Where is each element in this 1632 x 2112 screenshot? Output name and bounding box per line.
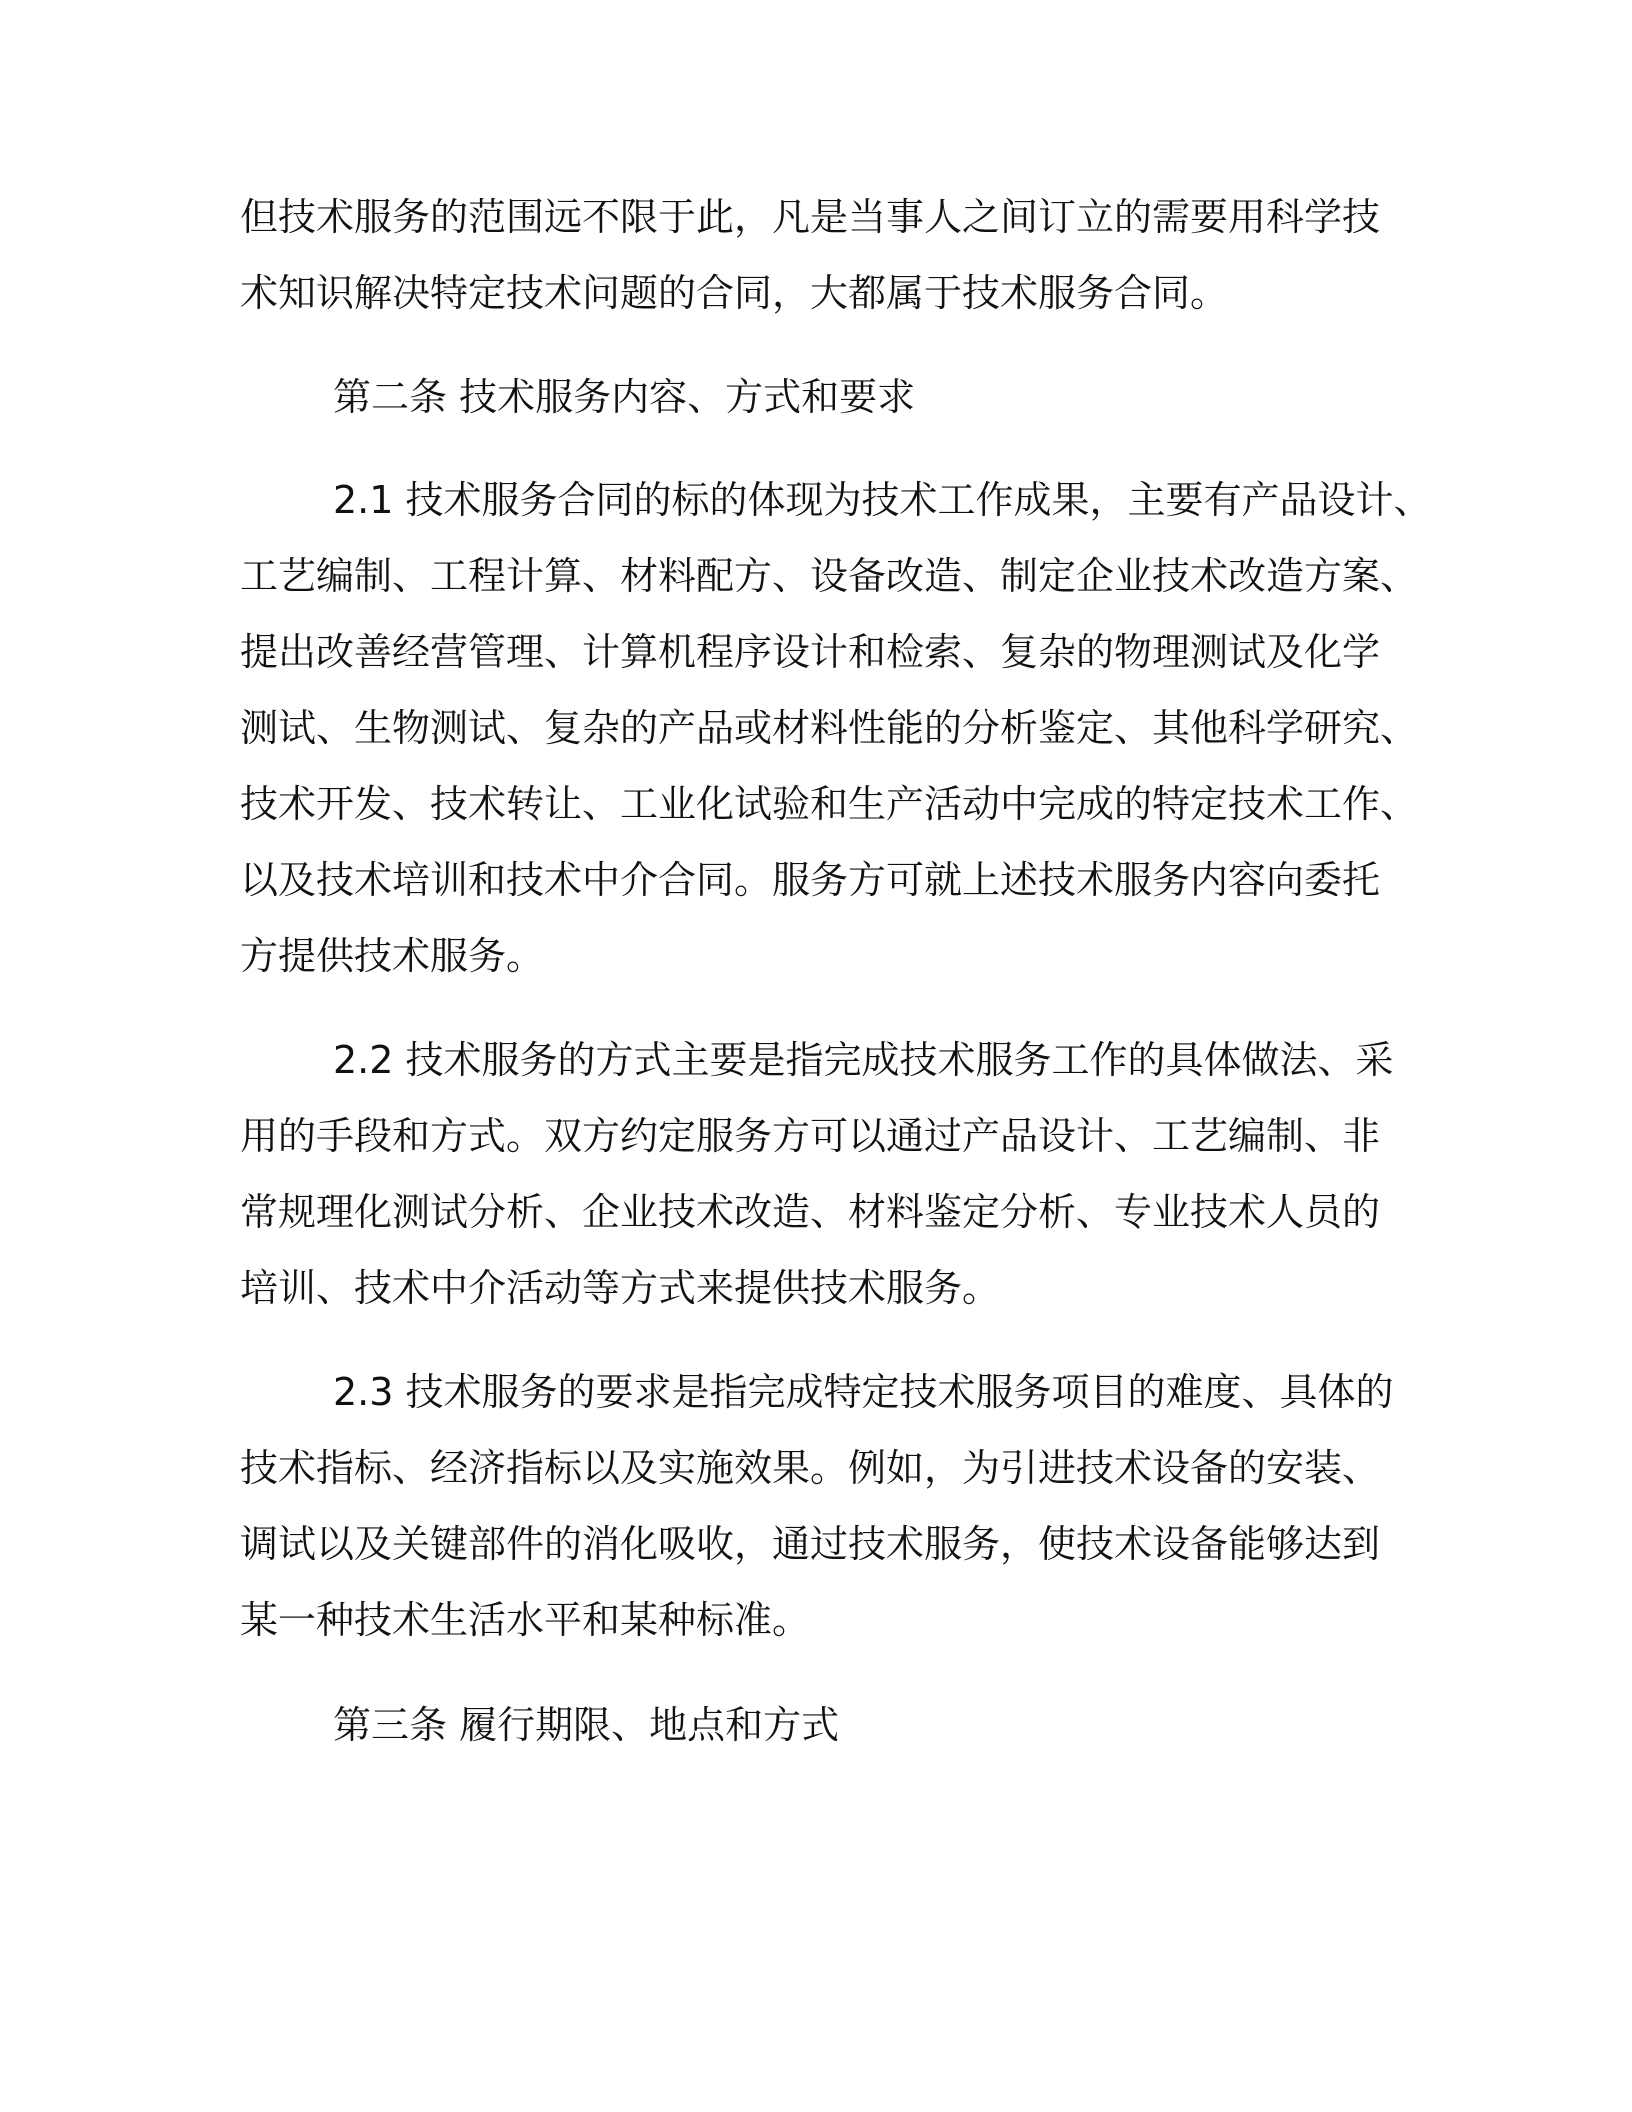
clause-2-1-line-7: 方提供技术服务。 <box>240 934 545 978</box>
clause-2-1-line-4: 测试、生物测试、复杂的产品或材料性能的分析鉴定、其他科学研究、 <box>240 706 1419 750</box>
clause-2-3-line-1: 2.3 技术服务的要求是指完成特定技术服务项目的难度、具体的 <box>333 1370 1394 1414</box>
clause-2-2-line-2: 用的手段和方式。双方约定服务方可以通过产品设计、工艺编制、非 <box>240 1114 1381 1158</box>
clause-2-1-line-3: 提出改善经营管理、计算机程序设计和检索、复杂的物理测试及化学 <box>240 630 1381 674</box>
clause-2-2-line-4: 培训、技术中介活动等方式来提供技术服务。 <box>240 1266 1001 1310</box>
clause-2-3-line-2: 技术指标、经济指标以及实施效果。例如，为引进技术设备的安装、 <box>240 1446 1381 1490</box>
clause-2-2-line-1: 2.2 技术服务的方式主要是指完成技术服务工作的具体做法、采 <box>333 1038 1394 1082</box>
clause-2-1-line-5: 技术开发、技术转让、工业化试验和生产活动中完成的特定技术工作、 <box>240 782 1419 826</box>
clause-2-1-line-1: 2.1 技术服务合同的标的体现为技术工作成果，主要有产品设计、 <box>333 478 1432 522</box>
clause-2-1-line-2: 工艺编制、工程计算、材料配方、设备改造、制定企业技术改造方案、 <box>240 554 1419 598</box>
clause-2-3-line-3: 调试以及关键部件的消化吸收，通过技术服务，使技术设备能够达到 <box>240 1522 1381 1566</box>
clause-2-3-line-4: 某一种技术生活水平和某种标准。 <box>240 1598 811 1642</box>
article-2-heading: 第二条 技术服务内容、方式和要求 <box>333 375 916 419</box>
clause-2-1-line-6: 以及技术培训和技术中介合同。服务方可就上述技术服务内容向委托 <box>240 858 1381 902</box>
clause-2-2-line-3: 常规理化测试分析、企业技术改造、材料鉴定分析、专业技术人员的 <box>240 1190 1381 1234</box>
intro-line-1: 但技术服务的范围远不限于此，凡是当事人之间订立的需要用科学技 <box>240 195 1381 239</box>
article-3-heading: 第三条 履行期限、地点和方式 <box>333 1703 840 1747</box>
intro-line-2: 术知识解决特定技术问题的合同，大都属于技术服务合同。 <box>240 271 1229 315</box>
